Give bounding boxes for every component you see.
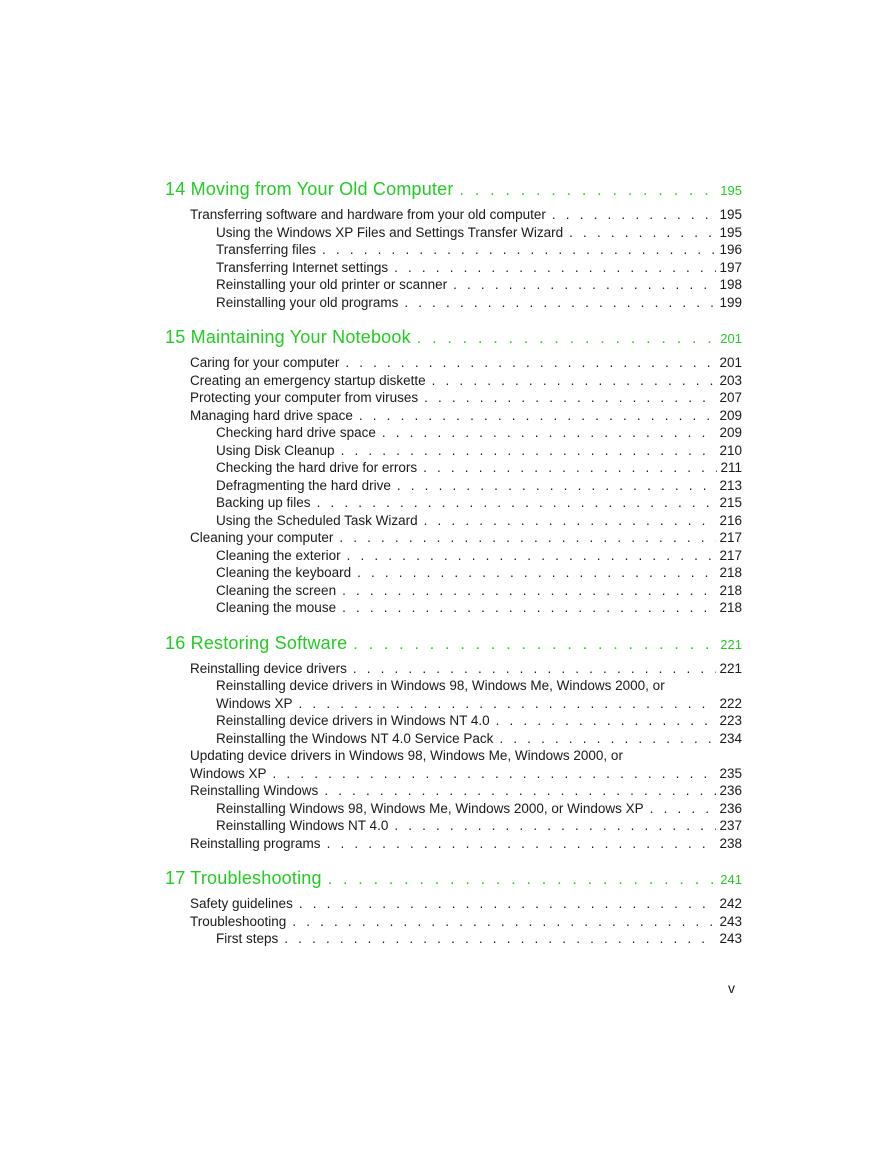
entry-page-number: 222 (719, 695, 742, 711)
chapter-entries (165, 206, 742, 311)
entry-title: Reinstalling Windows 98, Windows Me, Windows 2000, or Windows XP (216, 800, 644, 816)
toc-entry[interactable] (165, 547, 742, 565)
entry-page-number: 210 (719, 442, 742, 458)
entry-page-number: 238 (719, 835, 742, 851)
entry-page-number: 196 (719, 242, 742, 257)
dot-leader (423, 459, 717, 477)
dot-leader (342, 599, 716, 617)
toc-entry[interactable] (165, 782, 742, 800)
entry-page-number: 218 (719, 565, 742, 580)
dot-leader (299, 895, 717, 913)
dot-leader (284, 930, 716, 948)
toc-entry[interactable] (165, 241, 742, 259)
entry-title: Windows XP (216, 695, 293, 711)
entry-title: Using the Scheduled Task Wizard (216, 512, 418, 528)
chapter-page-number: 241 (720, 872, 742, 887)
dot-leader (345, 354, 716, 372)
dot-leader (353, 660, 717, 678)
dot-leader (328, 866, 718, 892)
toc-entry[interactable] (165, 930, 742, 948)
chapter-entries (165, 354, 742, 617)
dot-leader (394, 817, 716, 835)
entry-title: Reinstalling device drivers in Windows 98, Windows Me, Windows 2000, or (216, 678, 665, 693)
entry-page-number: 243 (719, 913, 742, 929)
entry-title: Reinstalling the Windows NT 4.0 Service Pack (216, 730, 494, 746)
toc-entry[interactable] (165, 564, 742, 582)
dot-leader (404, 294, 716, 312)
entry-page-number: 242 (719, 896, 742, 911)
entry-title: Cleaning the keyboard (216, 565, 352, 580)
entry-title: Creating an emergency startup diskette (190, 372, 426, 388)
entry-page-number: 203 (719, 372, 742, 388)
chapter-page-number: 195 (720, 183, 742, 198)
toc-entry[interactable] (165, 206, 742, 224)
toc-chapter (165, 323, 742, 617)
entry-title: Safety guidelines (190, 896, 293, 911)
dot-leader (460, 177, 718, 203)
entry-title: Reinstalling device drivers (190, 660, 347, 676)
dot-leader (424, 389, 716, 407)
entry-title: Cleaning the mouse (216, 600, 337, 615)
entry-title: Checking the hard drive for errors (216, 460, 418, 475)
toc-entry[interactable] (165, 599, 742, 617)
toc-entry[interactable] (165, 477, 742, 495)
toc-entry-continued[interactable] (165, 677, 742, 695)
dot-leader (417, 325, 718, 351)
entry-page-number: 216 (719, 512, 742, 528)
toc-entry[interactable] (165, 695, 742, 713)
chapter-entries (165, 660, 742, 853)
entry-title: Reinstalling device drivers in Windows NT 4.0 (216, 713, 490, 728)
entry-title: Updating device drivers in Windows 98, Windows Me, Windows 2000, or (190, 748, 623, 763)
entry-title: Defragmenting the hard drive (216, 477, 391, 493)
toc-entry[interactable] (165, 529, 742, 547)
entry-title: Checking hard drive space (216, 425, 376, 440)
entry-page-number: 234 (719, 730, 742, 746)
entry-page-number: 197 (719, 259, 742, 275)
dot-leader (299, 695, 717, 713)
chapter-title: 17 Troubleshooting (165, 868, 322, 888)
dot-leader (569, 224, 716, 242)
chapter-title: 14 Moving from Your Old Computer (165, 179, 454, 199)
chapter-heading[interactable] (165, 323, 742, 351)
entry-page-number: 195 (719, 207, 742, 222)
dot-leader (394, 259, 716, 277)
entry-title: Cleaning the exterior (216, 547, 341, 563)
dot-leader (382, 424, 717, 442)
entry-title: Caring for your computer (190, 355, 340, 370)
toc-entry[interactable] (165, 512, 742, 530)
dot-leader (292, 913, 716, 931)
entry-title: Reinstalling your old programs (216, 294, 399, 310)
entry-page-number: 237 (719, 818, 742, 833)
entry-page-number: 218 (719, 600, 742, 615)
toc-entry[interactable] (165, 817, 742, 835)
entry-page-number: 211 (720, 460, 742, 475)
dot-leader (341, 442, 717, 460)
chapter-title: 15 Maintaining Your Notebook (165, 327, 411, 347)
entry-page-number: 195 (719, 224, 742, 240)
entry-page-number: 199 (719, 294, 742, 310)
toc-entry[interactable] (165, 730, 742, 748)
chapter-page-number: 201 (720, 331, 742, 346)
toc-entry[interactable] (165, 276, 742, 294)
entry-title: Reinstalling programs (190, 835, 321, 851)
toc-chapter (165, 629, 742, 853)
dot-leader (359, 407, 717, 425)
dot-leader (273, 765, 717, 783)
entry-page-number: 236 (719, 800, 742, 816)
dot-leader (453, 276, 716, 294)
entry-title: Using the Windows XP Files and Settings Transfer Wizard (216, 224, 564, 240)
entry-title: Troubleshooting (190, 913, 287, 929)
dot-leader (317, 494, 717, 512)
entry-title: Reinstalling Windows (190, 783, 319, 798)
entry-title: First steps (216, 931, 279, 946)
dot-leader (353, 631, 717, 657)
dot-leader (327, 835, 717, 853)
toc-entry[interactable] (165, 372, 742, 390)
entry-page-number: 209 (719, 407, 742, 423)
dot-leader (397, 477, 717, 495)
entry-page-number: 235 (719, 765, 742, 781)
dot-leader (357, 564, 716, 582)
dot-leader (499, 730, 716, 748)
entry-page-number: 198 (719, 277, 742, 292)
toc-entry[interactable] (165, 895, 742, 913)
toc-entry[interactable] (165, 582, 742, 600)
toc-entry-continued[interactable] (165, 747, 742, 765)
entry-page-number: 209 (719, 425, 742, 440)
toc-entry[interactable] (165, 442, 742, 460)
entry-title: Reinstalling your old printer or scanner (216, 277, 448, 292)
entry-page-number: 223 (719, 713, 742, 728)
entry-page-number: 236 (719, 783, 742, 798)
dot-leader (424, 512, 717, 530)
page-folio: v (728, 980, 735, 996)
toc-entry[interactable] (165, 354, 742, 372)
entry-title: Transferring software and hardware from your old computer (190, 207, 546, 222)
chapter-heading[interactable] (165, 629, 742, 657)
entry-page-number: 201 (719, 355, 742, 370)
entry-page-number: 218 (719, 582, 742, 598)
toc-entry[interactable] (165, 712, 742, 730)
toc-entry[interactable] (165, 800, 742, 818)
toc-entry[interactable] (165, 407, 742, 425)
entry-title: Managing hard drive space (190, 407, 353, 423)
chapter-entries (165, 895, 742, 948)
toc-entry[interactable] (165, 494, 742, 512)
entry-title: Transferring files (216, 242, 317, 257)
dot-leader (432, 372, 717, 390)
toc-entry[interactable] (165, 259, 742, 277)
toc-entry[interactable] (165, 913, 742, 931)
entry-page-number: 243 (719, 931, 742, 946)
chapter-heading[interactable] (165, 175, 742, 203)
entry-title: Cleaning the screen (216, 582, 337, 598)
dot-leader (347, 547, 717, 565)
entry-page-number: 217 (719, 547, 742, 563)
entry-page-number: 217 (719, 530, 742, 545)
toc-chapter (165, 864, 742, 948)
dot-leader (496, 712, 717, 730)
entry-title: Backing up files (216, 495, 311, 510)
chapter-page-number: 221 (720, 636, 742, 652)
dot-leader (650, 800, 717, 818)
entry-page-number: 215 (719, 495, 742, 510)
dot-leader (552, 206, 717, 224)
toc-entry[interactable] (165, 424, 742, 442)
toc-chapter (165, 175, 742, 311)
entry-page-number: 207 (719, 390, 742, 405)
toc-entry[interactable] (165, 294, 742, 312)
table-of-contents (165, 175, 742, 960)
toc-entry[interactable] (165, 389, 742, 407)
entry-page-number: 221 (719, 660, 742, 676)
dot-leader (324, 782, 716, 800)
toc-entry[interactable] (165, 459, 742, 477)
chapter-heading[interactable] (165, 864, 742, 892)
toc-entry[interactable] (165, 765, 742, 783)
entry-title: Transferring Internet settings (216, 259, 389, 275)
toc-entry[interactable] (165, 835, 742, 853)
toc-entry[interactable] (165, 660, 742, 678)
entry-page-number: 213 (719, 477, 742, 493)
entry-title: Windows XP (190, 765, 267, 781)
dot-leader (342, 582, 716, 600)
toc-entry[interactable] (165, 224, 742, 242)
entry-title: Cleaning your computer (190, 530, 334, 545)
chapter-title: 16 Restoring Software (165, 632, 348, 653)
dot-leader (322, 241, 716, 259)
dot-leader (339, 529, 716, 547)
entry-title: Protecting your computer from viruses (190, 390, 419, 405)
entry-title: Reinstalling Windows NT 4.0 (216, 818, 389, 833)
entry-title: Using Disk Cleanup (216, 442, 335, 458)
